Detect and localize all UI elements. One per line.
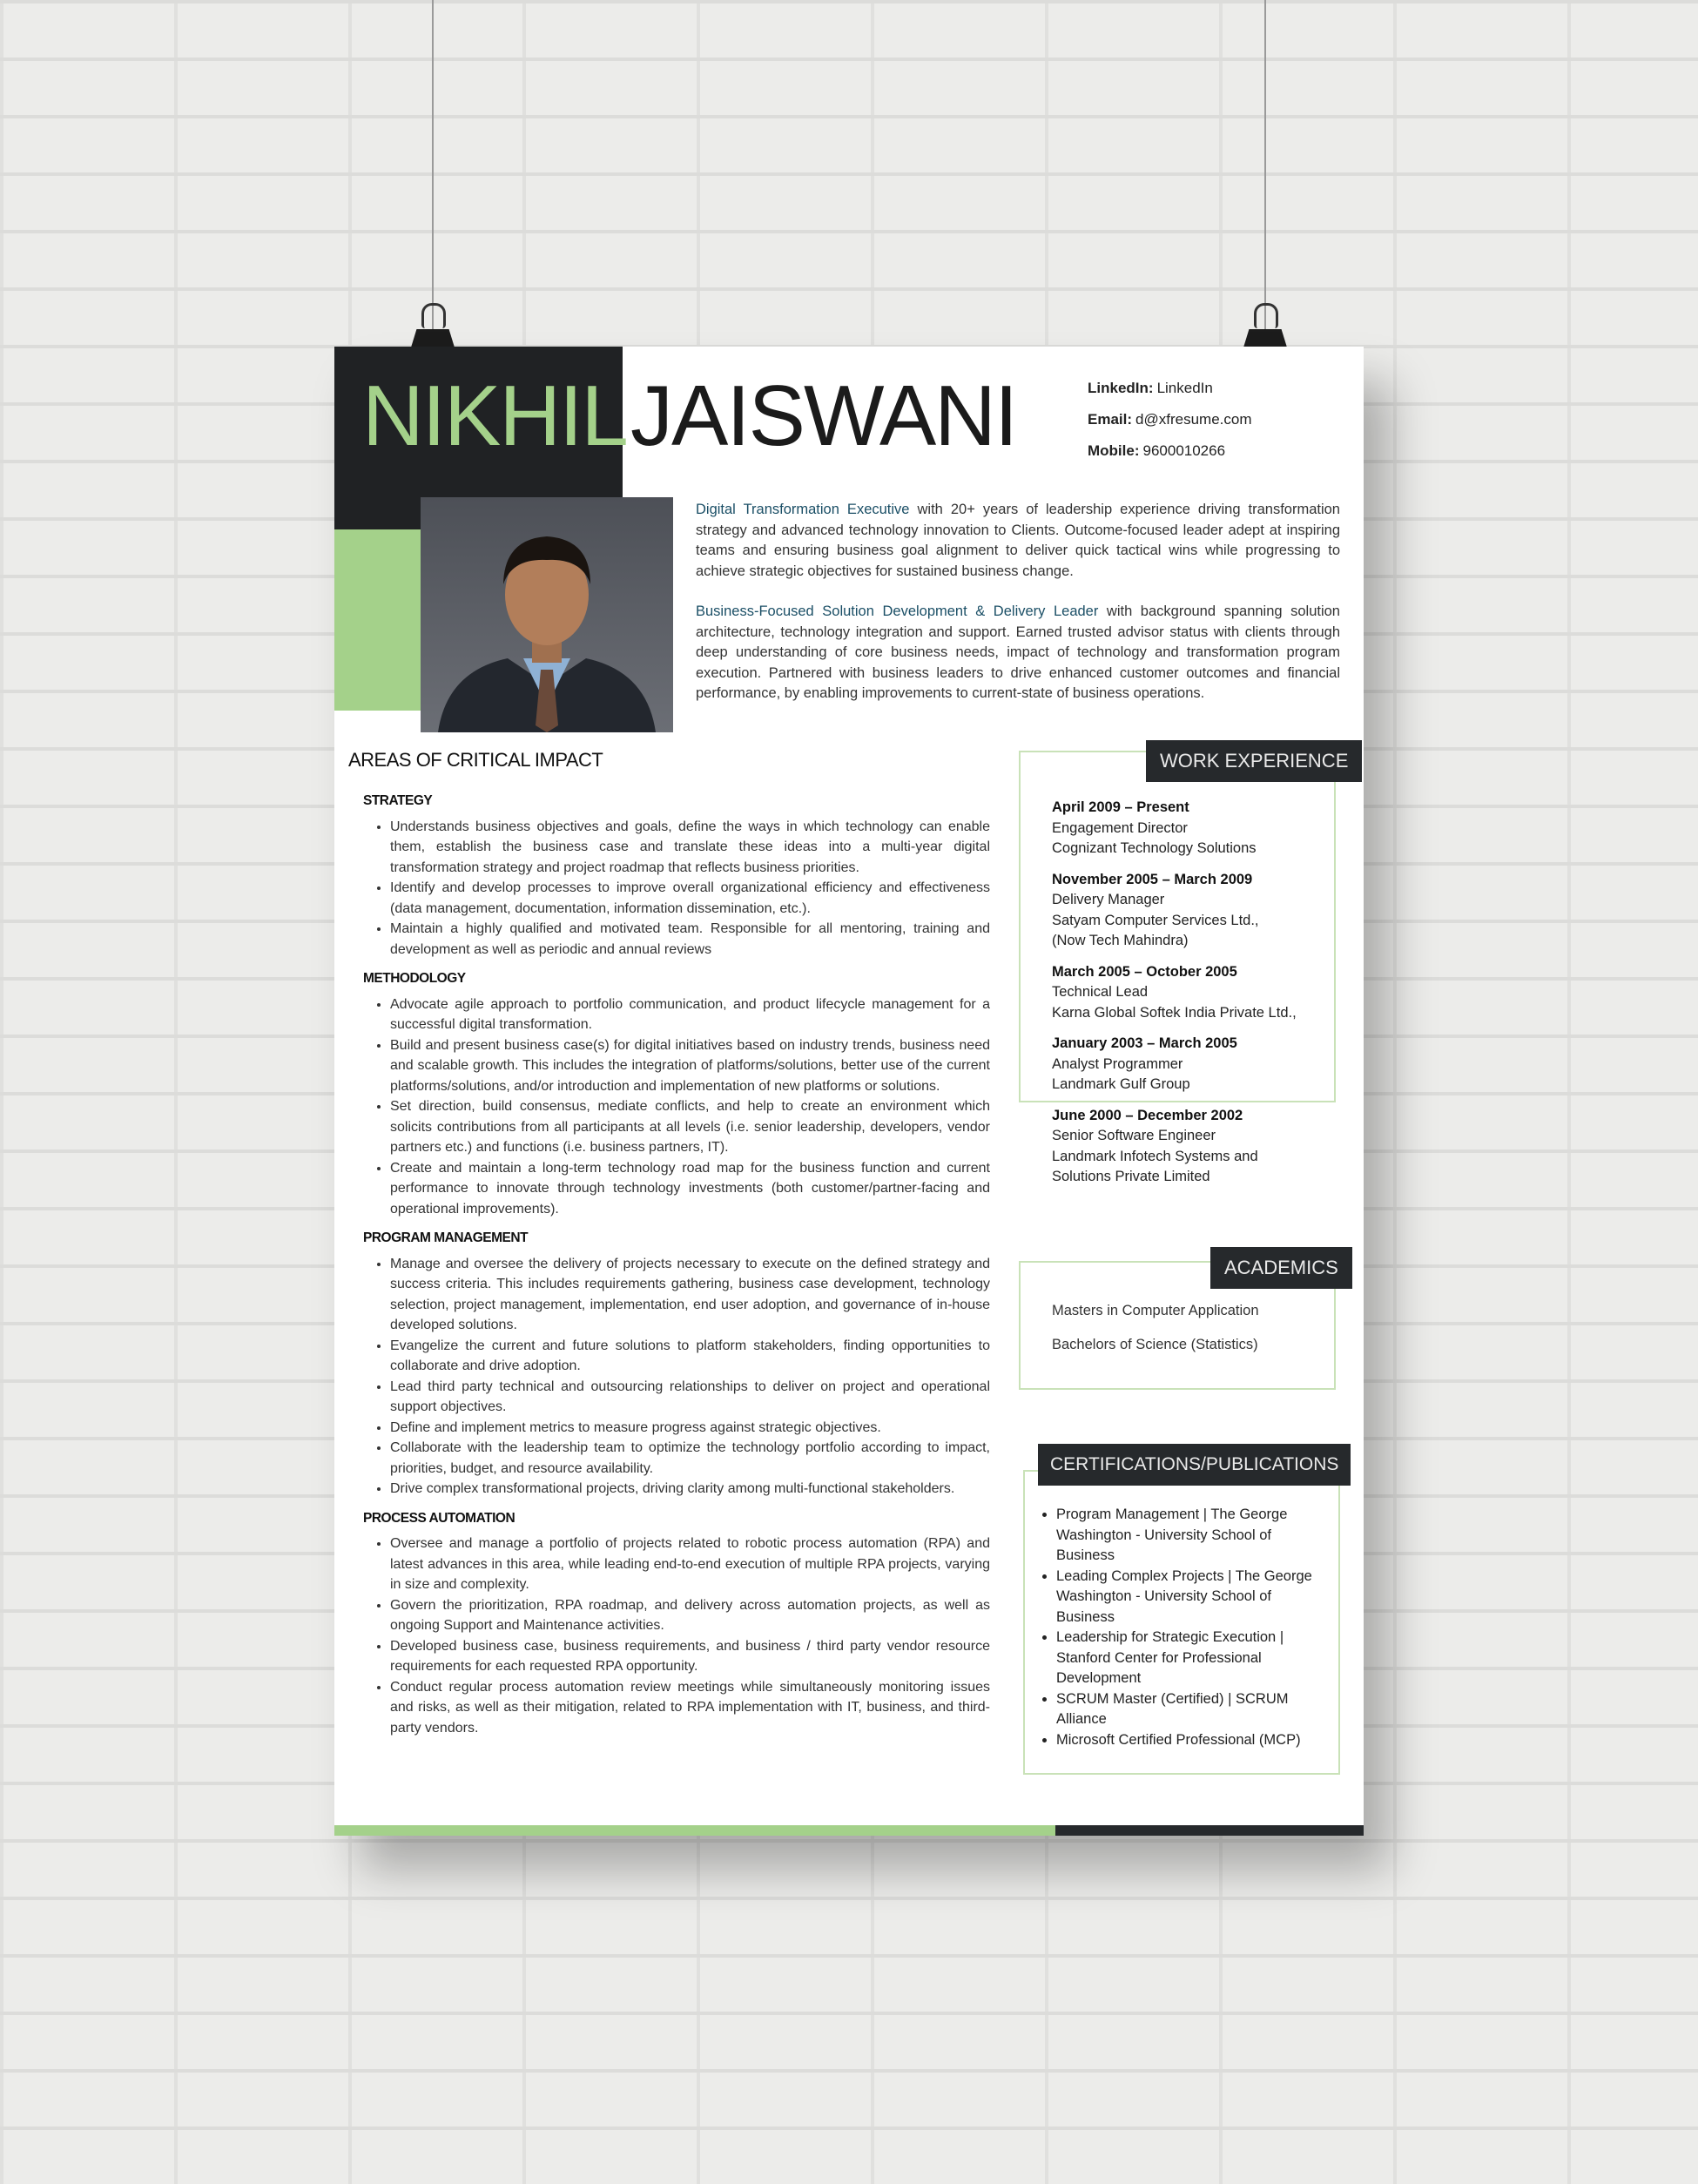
list-item: • Evangelize the current and future solutions to platform stakeholders, finding opportunities to collaborate and drive adoption. xyxy=(390,1336,990,1377)
contact-mobile: Mobile: 9600010266 xyxy=(1088,442,1226,459)
list-item: • Lead third party technical and outsourcing relationships to deliver on project and operational support objectives. xyxy=(390,1377,990,1418)
group-process-automation: PROCESS AUTOMATION • Oversee and manage a portfolio of projects related to robotic process automation (RPA) and latest advances in this area, while leading end-to-end execution of multiple RPA projects, varying in size and complexity. • Govern the prioritization, RPA roadmap, and delivery across automation projects, as well as ongoing Support and Maintenance activities. • Developed business case, business requirements, and business / third party vendor resource requirements for each requested RPA opportunity. • Conduct regular process automation review meetings while simultaneously monitoring issues and risks, as well as their mitigation, related to RPA implementation with IT, business, and third-party vendors. xyxy=(363,1508,990,1739)
academics-tab: ACADEMICS xyxy=(1210,1247,1352,1289)
group-program-management: PROGRAM MANAGEMENT • Manage and oversee the delivery of projects necessary to execute on the defined strategy and success criteria. This includes requirements gathering, business case development, technology selection, project management, implementation, end user adoption, and governance of in-house developed solutions. • Evangelize the current and future solutions to platform stakeholders, finding opportunities to collaborate and drive adoption. • Lead third party technical and outsourcing relationships to deliver on project and operational support objectives. • Define and implement metrics to measure progress against strategic objectives. • Collaborate with the leadership team to optimize the technology portfolio according to impact, priorities, budget, and resource availability. • Drive complex transformational projects, driving clarity among multi-functional stakeholders. xyxy=(363,1228,990,1500)
academic-entry: Masters in Computer Application xyxy=(1052,1303,1259,1318)
first-name: NIKHIL xyxy=(362,367,627,463)
list-item: • Oversee and manage a portfolio of projects related to robotic process automation (RPA) and latest advances in this area, while leading end-to-end execution of multiple RPA projects, varying in size and complexity. xyxy=(390,1534,990,1595)
list-item: • Create and maintain a long-term technology road map for the business function and current performance to innovate through technology investments (both customer/partner-facing and operational improvements). xyxy=(390,1158,990,1220)
list-item: • Microsoft Certified Professional (MCP) xyxy=(1056,1730,1321,1751)
list-item: • Leading Complex Projects | The George Washington - University School of Business xyxy=(1056,1567,1321,1628)
profile-photo xyxy=(421,497,673,732)
list-item: • Manage and oversee the delivery of projects necessary to execute on the defined strategy and success criteria. This includes requirements gathering, business case development, technology selection, project management, implementation, end user adoption, and governance of in-house developed solutions. xyxy=(390,1254,990,1336)
list-item: • Maintain a highly qualified and motivated team. Responsible for all mentoring, training and development as well as periodic and annual reviews xyxy=(390,919,990,960)
list-item: • Leadership for Strategic Execution | Stanford Center for Professional Development xyxy=(1056,1628,1321,1689)
job-entry: January 2003 – March 2005 Analyst Programmer Landmark Gulf Group xyxy=(1052,1035,1237,1092)
areas-title: AREAS OF CRITICAL IMPACT xyxy=(348,749,603,771)
work-experience-box xyxy=(1019,751,1336,1184)
list-item: • Define and implement metrics to measure progress against strategic objectives. xyxy=(390,1418,990,1439)
list-item: • Govern the prioritization, RPA roadmap, and delivery across automation projects, as well as ongoing Support and Maintenance activities. xyxy=(390,1595,990,1636)
footer-accent-green xyxy=(334,1825,1055,1836)
list-item: • Developed business case, business requirements, and business / third party vendor resource requirements for each requested RPA opportunity. xyxy=(390,1636,990,1677)
last-name: JAISWANI xyxy=(630,367,1017,463)
accent-block xyxy=(334,529,421,711)
areas-of-impact xyxy=(363,791,990,1747)
certifications-tab: CERTIFICATIONS/PUBLICATIONS xyxy=(1038,1444,1351,1486)
summary-paragraph-1: Digital Transformation Executive with 20+ years of leadership experience driving transformation strategy and advanced technology innovation to Clients. Outcome-focused leader adept at inspiring teams and ensuring business goal alignment to deliver quick tactical wins while progressing to achieve strategic objectives for sustained business change. xyxy=(696,502,1340,579)
list-item: • SCRUM Master (Certified) | SCRUM Alliance xyxy=(1056,1689,1321,1730)
list-item: • Identify and develop processes to improve overall organizational efficiency and effectiveness (data management, documentation, information dissemination, etc.). xyxy=(390,878,990,919)
job-entry: March 2005 – October 2005 Technical Lead Karna Global Softek India Private Ltd., xyxy=(1052,963,1297,1021)
group-methodology: METHODOLOGY • Advocate agile approach to portfolio communication, and product lifecycle management for a successful digital transformation. • Build and present business case(s) for digital initiatives based on industry trends, business need and scalable growth. This includes the integration of platforms/solutions, better use of the current platforms/solutions, and/or introduction and implementation of new platforms or solutions. • Set direction, build consensus, mediate conflicts, and help to create an environment which solicits contributions from all participants at all levels (i.e. senior leadership, developers, vendor partners etc.) and functions (i.e. business partners, IT). • Create and maintain a long-term technology road map for the business function and current performance to innovate through technology investments (both customer/partner-facing and operational improvements). xyxy=(363,968,990,1219)
contact-linkedin: LinkedIn: LinkedIn xyxy=(1088,380,1213,396)
job-entry: April 2009 – Present Engagement Director Cognizant Technology Solutions xyxy=(1052,799,1257,856)
list-item: • Build and present business case(s) for digital initiatives based on industry trends, business need and scalable growth. This includes the integration of platforms/solutions, better use of the current platforms/solutions, and/or introduction and implementation of new platforms or solutions. xyxy=(390,1035,990,1097)
contact-email: Email: d@xfresume.com xyxy=(1088,411,1252,428)
list-item: • Drive complex transformational projects, driving clarity among multi-functional stakeholders. xyxy=(390,1479,990,1500)
list-item: • Advocate agile approach to portfolio communication, and product lifecycle management for a successful digital transformation. xyxy=(390,994,990,1035)
list-item: • Understands business objectives and goals, define the ways in which technology can enable them, establish the business case and translate these ideas into a multi-year digital transformation strategy and project roadmap that reflects business priorities. xyxy=(390,817,990,879)
professional-summary xyxy=(696,500,1340,725)
group-strategy: STRATEGY • Understands business objectives and goals, define the ways in which technology can enable them, establish the business case and translate these ideas into a multi-year digital transformation strategy and project roadmap that reflects business priorities. • Identify and develop processes to improve overall organizational efficiency and effectiveness (data management, documentation, information dissemination, etc.). • Maintain a highly qualified and motivated team. Responsible for all mentoring, training and development as well as periodic and annual reviews xyxy=(363,791,990,960)
hanging-string-left xyxy=(432,0,434,331)
resume-poster xyxy=(334,347,1364,1836)
list-item: • Conduct regular process automation review meetings while simultaneously monitoring issues and risks, as well as their mitigation, related to RPA implementation with IT, business, and third-party vendors. xyxy=(390,1677,990,1739)
list-item: • Program Management | The George Washington - University School of Business xyxy=(1056,1505,1321,1567)
list-item: • Set direction, build consensus, mediate conflicts, and help to create an environment which solicits contributions from all participants at all levels (i.e. senior leadership, developers, vendor partners etc.) and functions (i.e. business partners, IT). xyxy=(390,1096,990,1158)
academic-entry: Bachelors of Science (Statistics) xyxy=(1052,1337,1258,1352)
job-entry: June 2000 – December 2002 Senior Software Engineer Landmark Infotech Systems and Solutions Private Limited xyxy=(1052,1107,1258,1184)
contact-info xyxy=(1088,373,1252,467)
hanging-string-right xyxy=(1264,0,1266,331)
certifications-box xyxy=(1023,1470,1340,1775)
summary-paragraph-2: Business-Focused Solution Development & Delivery Leader with background spanning solution architecture, technology integration and support. Earned trusted advisor status with clients through deep understanding of core business needs, impact of technology and transformation program execution. Partnered with business leaders to drive enhanced customer outcomes and financial performance, by enabling improvements to current-state of business operations. xyxy=(696,603,1340,701)
job-entry: November 2005 – March 2009 Delivery Manager Satyam Computer Services Ltd., (Now Tech Mahindra) xyxy=(1052,871,1259,948)
footer-accent-dark xyxy=(1055,1825,1364,1836)
work-experience-tab: WORK EXPERIENCE xyxy=(1146,740,1362,782)
list-item: • Collaborate with the leadership team to optimize the technology portfolio according to impact, priorities, budget, and resource availability. xyxy=(390,1438,990,1479)
